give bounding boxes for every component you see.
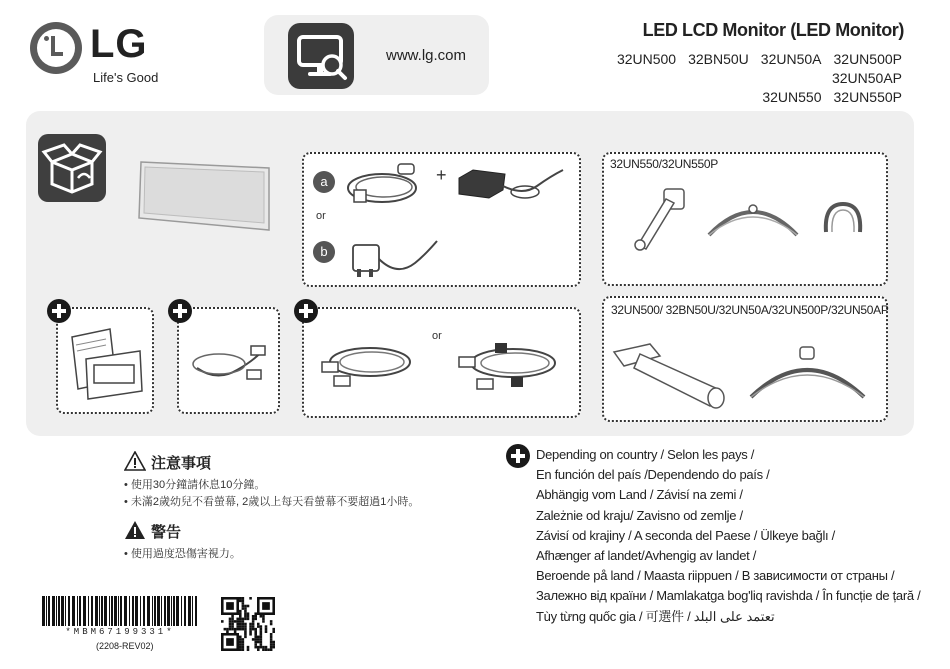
brand-tagline: Life's Good [93, 70, 159, 85]
barcode [42, 596, 198, 626]
warning-line: • 使用過度恐傷害視力。 [124, 548, 241, 560]
hdmi-cable-icon [185, 342, 275, 384]
product-title: LED LCD Monitor (LED Monitor) [642, 20, 904, 40]
country-note-line: Залежно від країни / Mamlakatga bog'liq ravishda / În funcție de țară / [536, 588, 921, 604]
country-note-line: Afhænger af landet/Avhengig av landet / [536, 548, 757, 564]
lg-logo [30, 20, 230, 90]
website-card [264, 15, 489, 95]
option-b-badge: b [313, 241, 335, 263]
qr-code [221, 597, 275, 651]
plus-label: + [436, 165, 447, 185]
brand-name: LG [90, 22, 148, 66]
stand-base-icon [703, 195, 803, 245]
country-note-line: Tùy từng quốc gia / 可選件 / تعتمد على البلد [536, 608, 775, 624]
stand-arc-base-icon [745, 345, 870, 403]
caution-title: 注意事項 [151, 455, 212, 472]
model-name: 32UN500 [616, 51, 677, 67]
ac-adapter-icon [455, 160, 570, 210]
plus-icon [294, 299, 318, 323]
website-url[interactable]: www.lg.com [386, 47, 467, 64]
model-line-1 [542, 50, 902, 88]
warning-icon [124, 520, 146, 540]
power-cord-icon [340, 160, 430, 210]
warning-title: 警告 [151, 524, 182, 541]
country-note-line: Abhängig vom Land / Závisí na zemi / [536, 487, 743, 503]
caution-line: • 未滿2歲幼兒不看螢幕, 2歲以上每天看螢幕不要超過1小時。 [124, 496, 420, 508]
revision-code: (2208-REV02) [96, 641, 154, 651]
model-name: 32UN500P [833, 51, 902, 67]
model-list [542, 50, 902, 107]
country-note-line: Depending on country / Selon les pays / [536, 447, 755, 462]
monitor-search-icon [288, 23, 354, 89]
dp-cable-coil-icon [455, 335, 565, 397]
plus-icon [168, 299, 192, 323]
manual-icon [66, 325, 146, 400]
lg-face-icon [30, 22, 82, 74]
option-a-badge: a [313, 171, 335, 193]
stand-550-label: 32UN550/32UN550P [610, 157, 718, 171]
model-name: 32BN50U [688, 51, 749, 67]
plus-icon [47, 299, 71, 323]
model-name: 32UN50A [760, 51, 822, 67]
country-note-line: Zależnie od kraju/ Zavisno od zemlje / [536, 507, 743, 523]
model-name: 32UN550P [833, 89, 902, 105]
or-label: or [432, 330, 442, 342]
model-line-2 [542, 88, 902, 107]
model-name: 32UN50AP [831, 70, 902, 86]
open-box-icon [38, 134, 106, 202]
barcode-text: *MBM67199331* [65, 627, 175, 637]
country-note-line: Beroende på land / Maasta riippuen / В зависимости от страны / [536, 568, 895, 584]
country-note-line: En función del país /Dependendo do país / [536, 467, 770, 483]
monitor-panel-illustration [135, 160, 272, 232]
caution-icon [124, 451, 146, 471]
stand-body-icon [610, 340, 740, 412]
hdmi-cable-coil-icon [318, 338, 418, 393]
or-label: or [316, 210, 326, 222]
wall-adapter-icon [345, 235, 445, 280]
model-name: 32UN550 [762, 89, 822, 105]
country-note [536, 445, 926, 627]
plus-icon [506, 444, 530, 468]
caution-line: • 使用30分鐘請休息10分鐘。 [124, 479, 266, 491]
country-note-line: Závisí od krajiny / A seconda del Paese / Ülkeye bağlı / [536, 527, 835, 543]
stand-clip-icon [818, 198, 868, 238]
stand-arm-icon [620, 185, 695, 255]
stand-500-label: 32UN500/ 32BN50U/32UN50A/32UN500P/32UN50AP [611, 303, 889, 317]
